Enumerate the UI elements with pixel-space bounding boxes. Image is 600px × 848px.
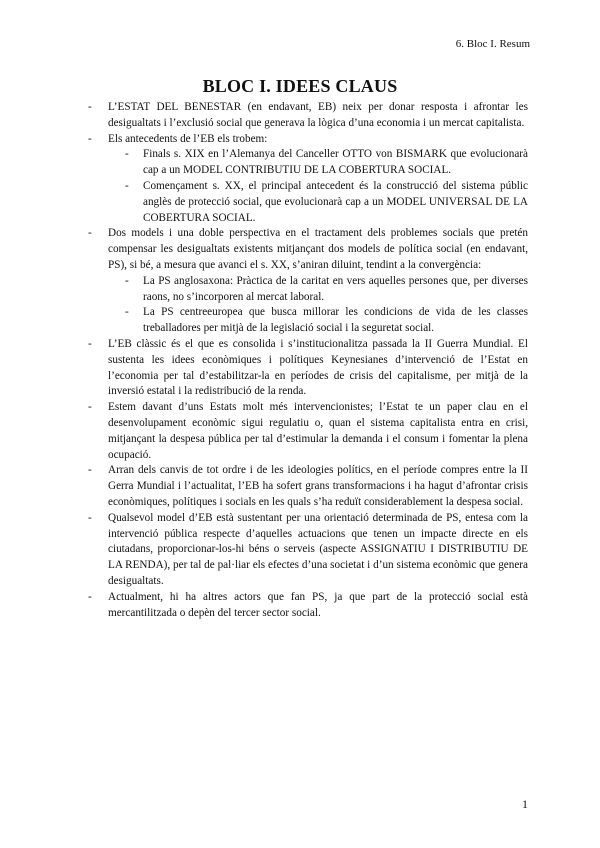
sub-list-item	[125, 305, 528, 337]
list-item	[88, 132, 528, 148]
list-item	[88, 400, 528, 463]
document-body	[88, 100, 528, 621]
list-item-text: Els antecedents de l’EB els trobem:	[108, 132, 268, 145]
page-title: BLOC I. IDEES CLAUS	[202, 76, 398, 96]
sub-list-item-text: La PS centreeuropea que busca millorar les condicions de vida de les classes treballadores per mitjà de la legislació social i la seguretat social.	[143, 306, 528, 335]
list-item	[88, 100, 528, 132]
list-item-text: Actualment, hi ha altres actors que fan PS, ja que part de la protecció social està mercantilitzada o depèn del tercer sector social.	[108, 590, 528, 619]
list-item	[88, 590, 528, 622]
list-item-text: Qualsevol model d’EB està sustentant per una orientació determinada de PS, entesa com la intervenció pública respecte d’aquelles actuacions que tenen un impacte directe en els ciutadans, proporcionar-los-hi béns o serveis (aspecte ASSIGNATIU I DISTRIBUTIU DE LA RENDA), per tal de pal·liar els efectes d’una societat i d’un sistema econòmic que genera desigualtats.	[108, 511, 528, 587]
list-item-text: L’EB clàssic és el que es consolida i s’institucionalitza passada la II Guerra Mundial. El sustenta les idees econòmiques i polítiques Keynesianes d’intervenció de l’Estat en l’economia per tal d’estabilitzar-la en períodes de crisis del capitalisme, per mitjà de la inversió estatal i la redistribució de la renda.	[108, 337, 528, 398]
key-ideas-list	[88, 100, 528, 621]
page-number: 1	[522, 797, 528, 811]
list-item	[88, 463, 528, 510]
list-item-text: Estem davant d’uns Estats molt més intervencionistes; l’Estat te un paper clau en el desenvolupament econòmic sigui regulatiu o, quan el sistema capitalista entra en crisi, mitjançant la despesa pública per tal d’estimular la demanda i el consum i fomentar la plena ocupació.	[108, 401, 528, 461]
sub-list	[88, 274, 528, 337]
sub-list-item-text: La PS anglosaxona: Pràctica de la caritat en vers aquelles persones que, per diverses raons, no s’incorporen al mercat laboral.	[143, 274, 528, 303]
sub-list-item	[125, 147, 528, 179]
list-item-text: Dos models i una doble perspectiva en el tractament dels problemes socials que pretén compensar les desigualtats existents mitjançant dos models de política social (en endavant, PS), si bé, a mesura que avanci el s. XX, s’aniran diluint, tendint a la convergència:	[108, 227, 528, 271]
sub-list-item	[125, 179, 528, 226]
list-item	[88, 511, 528, 590]
sub-list-item	[125, 274, 528, 306]
list-item	[88, 337, 528, 400]
sub-list-item-text: Finals s. XIX en l’Alemanya del Canceller OTTO von BISMARK que evolucionarà cap a un MODEL CONTRIBUTIU DE LA COBERTURA SOCIAL.	[143, 148, 528, 177]
running-header: 6. Bloc I. Resum	[455, 38, 530, 50]
list-item	[88, 226, 528, 273]
sub-list-item-text: Començament s. XX, el principal antecedent és la construcció del sistema públic anglès de protecció social, que evolucionarà cap a un MODEL UNIVERSAL DE LA COBERTURA SOCIAL.	[143, 179, 528, 224]
sub-list	[88, 147, 528, 226]
list-item-text: L’ESTAT DEL BENESTAR (en endavant, EB) neix per donar resposta i afrontar les desigualtats i l’exclusió social que generava la lògica d’una economia i un mercat capitalista.	[108, 101, 528, 129]
list-item-text: Arran dels canvis de tot ordre i de les ideologies polítics, en el període compres entre la II Gerra Mundial i l’actualitat, l’EB ha sofert grans transformacions i ha hagut d’afrontar crisis econòmiques, polítiques i socials en les quals s’ha reduït considerablement la despesa social.	[108, 464, 528, 508]
